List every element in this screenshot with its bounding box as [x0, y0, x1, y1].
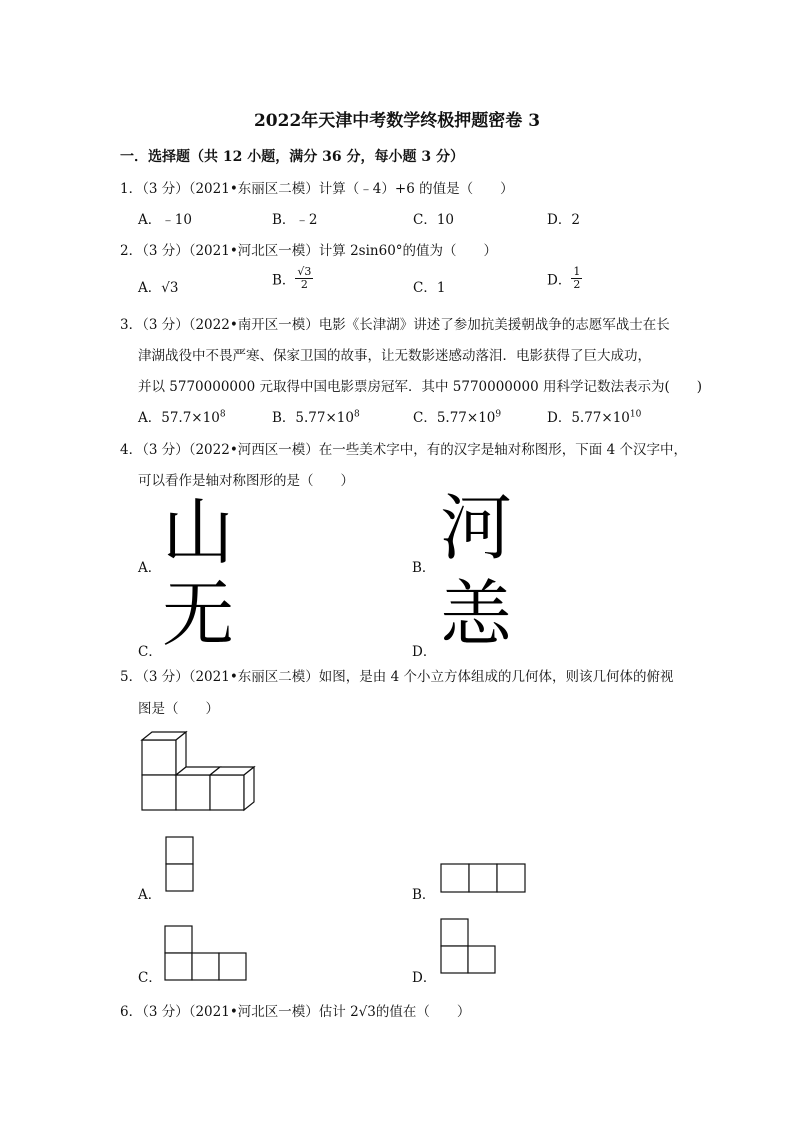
q5-option-d-label[interactable]: D．: [412, 970, 437, 986]
question-5-line-2: 图是（ ）: [138, 701, 219, 717]
q3-option-a-text: A．57.7×10: [138, 410, 220, 426]
q1-option-c[interactable]: C．10: [413, 212, 455, 228]
q4-option-d-label[interactable]: D．: [412, 644, 437, 660]
q3-option-d[interactable]: [547, 406, 641, 426]
q5-option-b-figure: [440, 863, 526, 894]
q1-option-d[interactable]: D．2: [547, 212, 580, 228]
q4-option-b-character: 河: [440, 486, 513, 570]
q3-option-a[interactable]: [138, 406, 226, 426]
q3-option-b-exponent: 8: [353, 409, 360, 420]
question-3-line-2: 津湖战役中不畏严寒、保家卫国的故事，让无数影迷感动落泪．电影获得了巨大成功，: [138, 348, 651, 364]
q5-option-d-figure: [440, 918, 498, 974]
q2-option-b-fraction: [295, 266, 313, 291]
q2-option-d-label: D．: [547, 272, 572, 289]
q2-option-c[interactable]: C．1: [413, 280, 446, 296]
page-title: 2022年天津中考数学终极押题密卷 3: [253, 111, 541, 131]
question-1-stem: 1．（3 分）（2021•东丽区二模）计算（﹣4）+6 的值是（ ）: [120, 181, 514, 197]
question-6-prefix: 6．（3 分）（2021•河北区一模）估计 2: [120, 1004, 359, 1020]
q4-option-b-label[interactable]: B．: [412, 560, 436, 576]
q2-option-a[interactable]: [138, 276, 178, 296]
fraction-numerator: 1: [573, 265, 581, 278]
q4-option-c-character: 无: [162, 572, 235, 656]
q3-option-c-exponent: 9: [495, 409, 502, 420]
cube-solid-figure: [138, 730, 263, 815]
q5-option-b-label[interactable]: B．: [412, 887, 436, 903]
q2-option-a-label: A．: [138, 280, 162, 296]
q2-option-a-value: √3: [161, 280, 179, 296]
fraction-numerator: √3: [297, 265, 312, 278]
q2-option-d-fraction: [571, 266, 582, 291]
question-6-suffix: 的值在（ ）: [375, 1004, 471, 1020]
fraction-denominator: 2: [573, 278, 581, 292]
q2-option-b[interactable]: [272, 266, 313, 291]
fraction-denominator: 2: [300, 278, 308, 292]
q3-option-b-text: B．5.77×10: [272, 410, 354, 426]
question-6-stem: [120, 1000, 470, 1020]
q2-option-b-label: B．: [272, 272, 296, 289]
question-3-line-3: 并以 5770000000 元取得中国电影票房冠军．其中 5770000000 用科学记数法表示为( ): [138, 379, 702, 395]
q4-option-a-character: 山: [162, 490, 235, 574]
q5-option-c-figure: [164, 925, 249, 981]
q3-option-b[interactable]: [272, 406, 360, 426]
q3-option-d-exponent: 10: [629, 409, 642, 420]
question-4-line-2: 可以看作是轴对称图形的是（ ）: [138, 473, 354, 489]
question-5-line-1: 5．（3 分）（2021•东丽区二模）如图，是由 4 个小立方体组成的几何体，则该几何体的俯视: [120, 669, 674, 685]
q4-option-a-label[interactable]: A．: [138, 560, 162, 576]
q5-option-a-figure: [165, 836, 195, 894]
q4-option-c-label[interactable]: C．: [138, 644, 162, 660]
q5-option-c-label[interactable]: C．: [138, 970, 162, 986]
q3-option-c-text: C．5.77×10: [413, 410, 496, 426]
q2-option-d[interactable]: [547, 266, 582, 291]
q1-option-b[interactable]: B．﹣2: [272, 212, 318, 228]
q3-option-c[interactable]: [413, 406, 501, 426]
q1-option-a[interactable]: A．﹣10: [138, 212, 192, 228]
section-heading: 一．选择题（共 12 小题，满分 36 分，每小题 3 分）: [120, 149, 464, 165]
q4-option-d-character: 恙: [440, 572, 513, 656]
q5-option-a-label[interactable]: A．: [138, 887, 162, 903]
question-2-stem: 2．（3 分）（2021•河北区一模）计算 2sin60°的值为（ ）: [120, 243, 498, 259]
q3-option-a-exponent: 8: [219, 409, 226, 420]
question-4-line-1: 4．（3 分）（2022•河西区一模）在一些美术字中，有的汉字是轴对称图形，下面 4 个汉字中，: [120, 442, 687, 458]
q3-option-d-text: D．5.77×10: [547, 410, 630, 426]
question-6-root: √3: [358, 1004, 376, 1020]
question-3-line-1: 3．（3 分）（2022•南开区一模）电影《长津湖》讲述了参加抗美援朝战争的志愿军战士在长: [120, 317, 670, 333]
